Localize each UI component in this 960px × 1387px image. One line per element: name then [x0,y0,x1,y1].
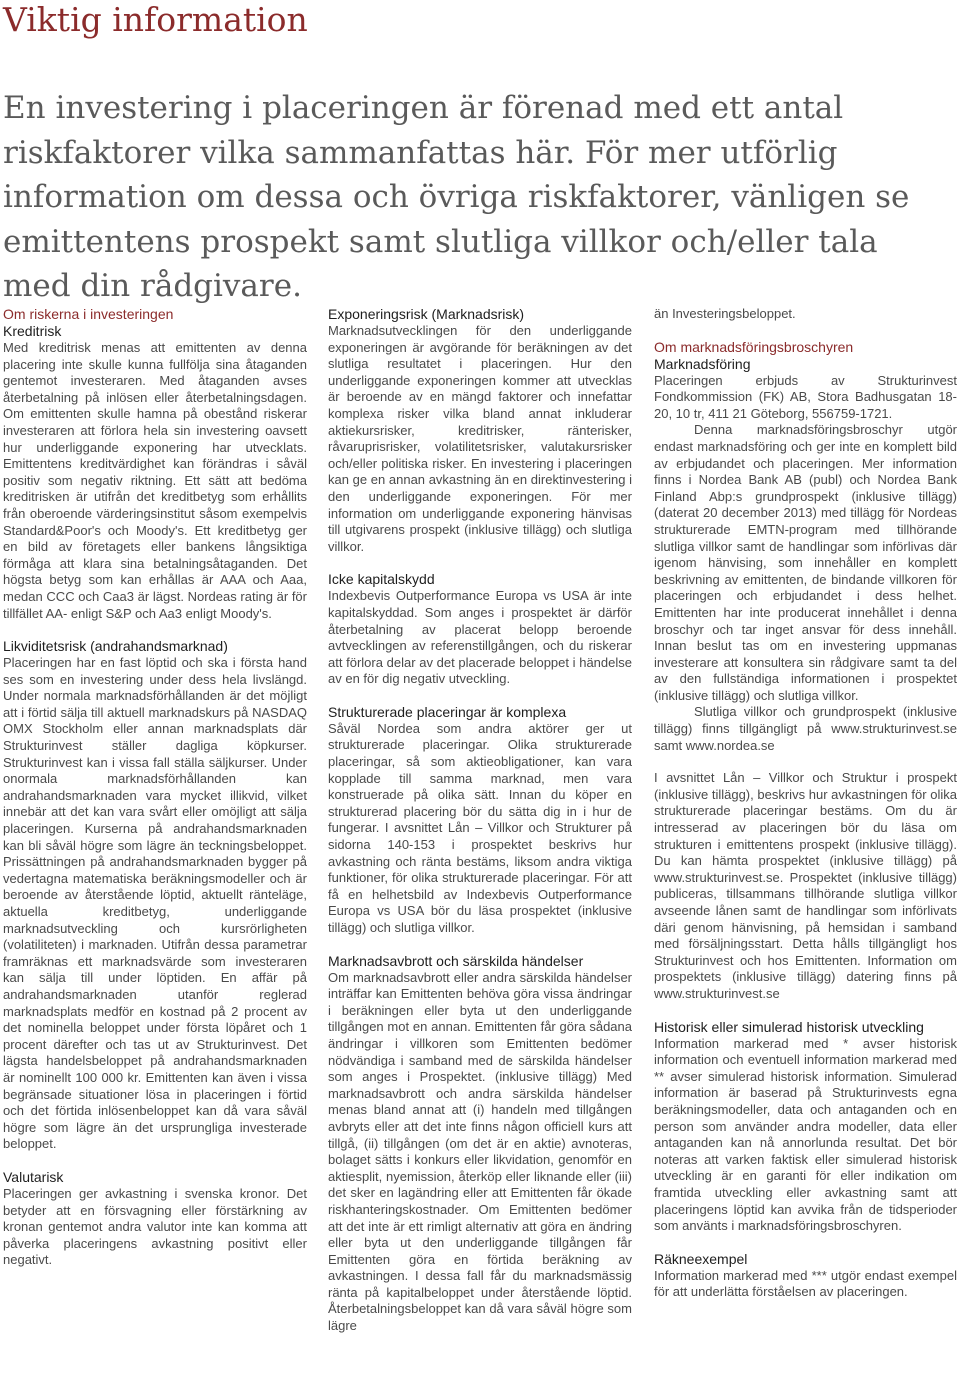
marknadsavbrott-title: Marknadsavbrott och särskilda händelser [328,952,584,969]
valutarisk-title: Valutarisk [3,1168,64,1185]
marknadsavbrott-text: Om marknadsavbrott eller andra särskilda händelser inträffar kan Emittenten behöva göra vissa ändringar i beräkningen eller byta ut den underliggande tillgången mot en annan. Emittenten får göra sådana ändringar i villkoren som Emittenten bedömer nödvändiga i samband med de särskilda händelser som anges i Prospektet. (inklusive tillägg) Med marknadsavbrott och andra särskilda händelser menas bland annat att (i) handeln med tillgången avbryts eller att det inte finns någon officiell kurs att tillgå, (ii) tillgången (om det är en aktie) avnoteras, bolaget sätts i konkurs eller likvidation, genomför en aktiesplit, nyemission, återköp eller liknande eller (iii) det sker en lagändring eller att Emittenten får ökade riskhanteringskostnader. Om Emittenten bedömer att det inte är ett rimligt alternativ att göra en ändring eller byta ut den underliggande tillgången får Emittenten göra en förtida beräkning av avkastningen. I dessa fall får du marknadsmässig ränta på kapitalbeloppet under återstående löptid. Återbetalningsbeloppet kan då vara såväl högre som lägre [328,969,632,1334]
likviditetsrisk-text: Placeringen har en fast löptid och ska i första hand ses som en investering under dess hela livslängd. Under normala marknadsförhållanden är det möjligt att i förtid sälja till aktuell marknadskurs på NASDAQ OMX Stockholm eller annan marknadsplats där Strukturinvest ställer dagliga köpkurser. Strukturinvest kan i vissa fall ställa säljkurser. Under onormala marknadsförhållanden kan andrahandsmarknaden vara mycket illikvid, vilket innebär att det kan vara svårt eller omöjligt att sälja placeringen. Kurserna på andrahandsmarknaden kan bli såväl högre som lägre än teckningsbeloppet. Prissättningen på andrahandsmarknaden bygger på vedertagna matematiska beräkningsmodeller och är beroende av återstående löptid, aktuellt ränteläge, aktuella kreditbetyg, underliggande marknadsutveckling och kursrörligheten (volatiliteten) i marknaden. Utifrån dessa parametrar framräknas ett marknadsvärde som investeraren kan sälja till under löptiden. En affär på andrahandsmarknaden utanför reglerad marknadsplats medför en kostnad på 2 procent av det nominella beloppet under första löpåret och 1 procent därefter och tas ut av Strukturinvest. Det lägsta handelsbeloppet på andrahandsmarknaden är nominellt 100 000 kr. Emittenten kan även i vissa begränsade situationer lösa in placeringen i förtid och det förtida inlösenbeloppet kan då vara såväl högre som lägre än det ursprungliga investerade beloppet. [3,655,307,1152]
marknadsforing-text-2: Denna marknadsföringsbroschyr utgör endast marknadsföring och ger inte en komplett bild av erbjudandet och placeringen. Mer information finns i Nordea Bank AB (publ) och Nordea Bank Finland Abp:s grundprospekt (inklusive tillägg) (daterat 20 december 2013) med tillägg för Nordeas strukturerade EMTN-program med tillhörande slutliga villkor samt de handlingar som införlivas där igenom hänvising, som innehåller en komplett beskrivning av emittenten, de bindande villkoren för placeringen och erbjudandet i dess helhet. Emittenten har inte producerat innehållet i denna broschyr och tar inget ansvar för dess innehåll. Innan beslut tas om en investering uppmanas investerare att konsultera sin rådgivare samt ta del av den fullständiga informationen i prospektet (inklusive tillägg) och slutliga villkor. [654,422,957,703]
marknadsforing-text-3: Slutliga villkor och grundprospekt (inklusive tillägg) finns tillgängligt på www.strukturinvest.se samt www.nordea.se [654,704,957,753]
intro-text: En investering i placeringen är förenad med ett antal riskfaktorer vilka sammanfattas här. För mer utförlig information om dessa och övriga riskfaktorer, vänligen se emittentens prospekt samt slutliga villkor och/eller tala med din rådgivare. [3,90,910,304]
column-left [3,306,307,1269]
column-middle [328,306,632,1335]
historisk-text: Information markerad med * avser historisk information och eventuell information markerad med ** avser simulerad historisk information. Simulerad information är baserad på Strukturinvests egna beräkningsmodeller, data och antaganden och en person som använder andra modeller, data eller antaganden kan nå annorlunda resultat. Det bör noteras att varken faktisk eller simulerad historisk utveckling är en garanti för eller indikation om framtida utveckling eller avkastning samt att placeringens löptid kan avvika från de tidsperioder som använts i marknadsföringsbroschyren. [654,1035,957,1234]
valutarisk-text: Placeringen ger avkastning i svenska kronor. Det betyder att en försvagning eller förstärkning av kronan gentemot andra valutor inte kan komma att påverka placeringens avkastning positivt eller negativt. [3,1185,307,1268]
kreditrisk-text: Med kreditrisk menas att emittenten av denna placering inte skulle kunna fullfölja sina åtaganden gentemot investeraren. Med åtaganden avses återbetalning på inlösen eller återbetalningsdagen. Om emittenten skulle hamna på obestånd riskerar investeraren att förlora hela sin investering oavsett hur underliggande exponering har utvecklats. Emittentens kreditvärdighet kan förändras i såväl positiv som negativ riktning. Ett sätt att bedöma kreditrisken är utifrån det kreditbetyg som erhållits från oberoende värderingsinstitut såsom exempelvis Standard&Poor's och Moody's. Ett kreditbetyg ger en bild av företagets eller bankens långsiktiga förmåga att klara sina betalningsåtaganden. Det högsta betyg som kan erhållas är AAA och Aaa, medan CCC och Caa3 är lägst. Nordeas rating är för tillfället AA- enligt S&P och Aa3 enligt Moody's. [3,340,307,621]
kapitalskydd-title: Icke kapitalskydd [328,571,435,588]
column-right [654,306,957,1301]
marknadsforing-title: Marknadsföring [654,355,751,372]
historisk-title: Historisk eller simulerad historisk utveckling [654,1018,924,1035]
kreditrisk-title: Kreditrisk [3,323,62,339]
rakneexempel-title: Räkneexempel [654,1250,748,1267]
likviditetsrisk-title: Likviditetsrisk (andrahandsmarknad) [3,638,228,655]
komplexa-text: Såväl Nordea som andra aktörer ger ut strukturerade placeringar. Olika strukturerade placeringar, så som aktieobligationer, kan vara kopplade till samma marknad, men vara konstruerade på olika sätt. Innan du köper en strukturerad placering bör du sätta dig in i hur de fungerar. I avsnittet Lån – Villkor och Strukturer på sidorna 140-153 i prospektet beskrivs hur avkastning och ränta bestäms, liksom andra viktiga funktioner, för olika strukturerade placeringar. För att få en helhetsbild av Indexbevis Outperformance Europa vs USA bör du läsa prospektet (inklusive tillägg) och slutliga villkor. [328,720,632,935]
exponeringsrisk-text: Marknadsutvecklingen för den underliggande exponeringen är avgörande för beräkningen av det slutliga resultatet i placeringen. Hur den underliggande exponeringen kommer att utvecklas är beroende av en mängd faktorer och innefattar komplexa risker vilka bland annat inkluderar aktiekursrisker, kreditrisker, ränterisker, råvaruprisrisker, volatilitetsrisker, valutakursrisker och/eller politiska risker. En investering i placeringen kan ge en annan avkastning än en direktinvestering i den underliggande exponeringen. För mer information om underliggande exponering hänvisas till utgivarens prospekt (inklusive tillägg) och slutliga villkor. [328,323,632,554]
broschyr-heading: Om marknadsföringsbroschyren [654,338,854,355]
continuation-text: än Investeringsbeloppet. [654,306,796,321]
exponeringsrisk-title: Exponeringsrisk (Marknadsrisk) [328,306,525,322]
risk-heading: Om riskerna i investeringen [3,306,174,322]
marknadsforing-text-4: I avsnittet Lån – Villkor och Struktur i prospekt (inklusive tillägg), beskrivs hur avkastningen för olika strukturerade placeringar bestäms. Om du är intresserad av placeringen bör du läsa om strukturen i emittentens prospekt (inklusive tillägg). Du kan hämta prospektet (inklusive tillägg) på www.strukturinvest.se. Prospektet (inklusive tillägg) publiceras, tillsammans tillhörande slutliga villkor avseende lånen samt de handlingar som införlivats däri genom hänvisning, på hemsidan i samband med försäljningsstart. Detta hålls tillgängligt hos Strukturinvest och hos Emittenten. Information om prospektets (inklusive tillägg) datering finns på www.strukturinvest.se [654,770,957,1001]
kapitalskydd-text: Indexbevis Outperformance Europa vs USA är inte kapitalskyddad. Som anges i prospektet är därför återbetalning av placerat belopp beroende avtvecklingen av referenstillgången, och du riskerar att förlora delar av det placerade beloppet i händelse av en för dig negativ utveckling. [328,588,632,687]
komplexa-title: Strukturerade placeringar är komplexa [328,703,567,720]
page-title: Viktig information [3,0,308,39]
marknadsforing-text-1: Placeringen erbjuds av Strukturinvest Fondkommission (FK) AB, Stora Badhusgatan 18-20, 10 tr, 411 21 Göteborg, 556759-1721. [654,372,957,421]
rakneexempel-text: Information markerad med *** utgör endast exempel för att underlätta förståelsen av placeringen. [654,1267,957,1300]
